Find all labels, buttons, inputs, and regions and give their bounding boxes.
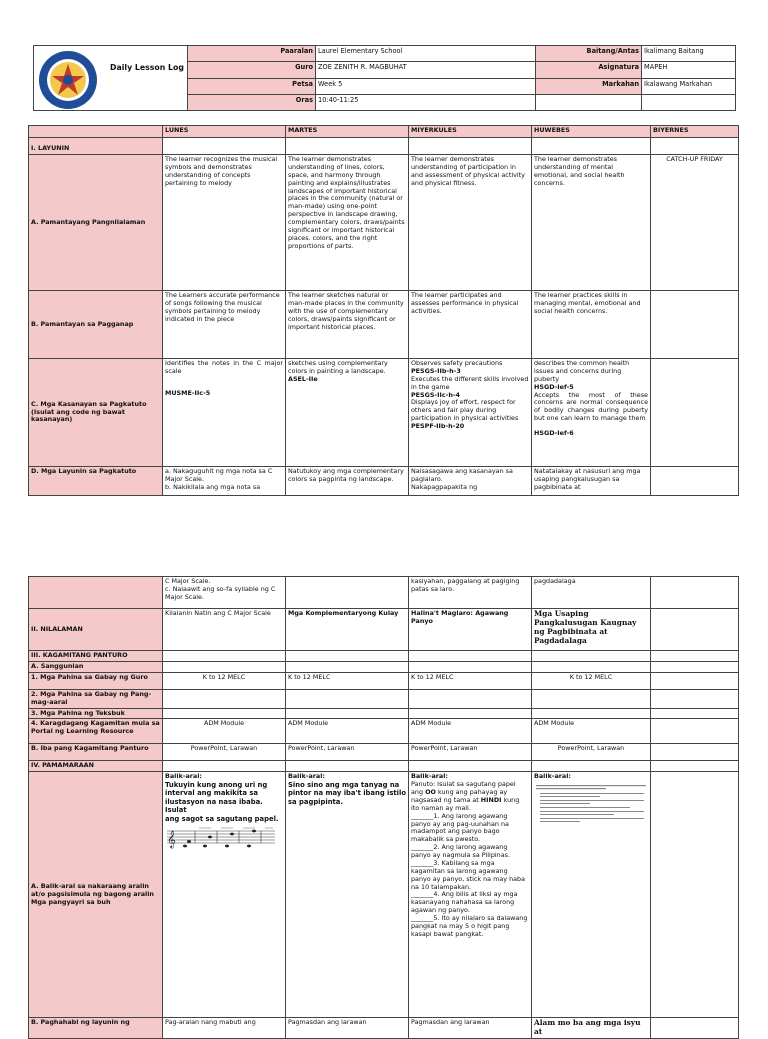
content-cell — [532, 359, 651, 467]
content-cell — [286, 359, 409, 467]
section-heading: III. KAGAMITANG PANTURO — [29, 651, 163, 662]
empty-cell — [651, 708, 739, 719]
content-cell: kasiyahan, paggalang at pagiging patas sa laro. — [409, 577, 532, 609]
content-cell: ADM Module — [163, 719, 286, 744]
balik-aral-heading: Balik-aral: — [411, 772, 448, 781]
empty-cell — [409, 138, 532, 155]
content-cell: K to 12 MELC — [409, 672, 532, 689]
content-cell: K to 12 MELC — [532, 672, 651, 689]
row-label: D. Mga Layunin sa Pagkatuto — [29, 467, 163, 496]
content-cell: PowerPoint, Larawan — [532, 744, 651, 761]
content-cell: Mga Usaping Pangkalusugan Kaugnay ng Pagbibinata at Pagdadalaga — [532, 609, 651, 651]
row-label: B. Paghahabi ng layunin ng — [29, 1018, 163, 1039]
music-staff-image — [165, 825, 283, 854]
row-label: A. Sanggunian — [29, 661, 163, 672]
content-cell: a. Nakaguguhit ng mga nota sa C Major Scale. b. Nakikilala ang mga nota sa — [163, 467, 286, 496]
empty-cell — [409, 708, 532, 719]
content-cell: Mga Komplementaryong Kulay — [286, 609, 409, 651]
instruction-part: kung ang pahayag ay nagsasad ng tama at — [411, 788, 508, 804]
row-label: C. Mga Kasanayan sa Pagkatuto (Isulat ang code ng bawat kasanayan) — [29, 359, 163, 467]
instruction-text: Sino sino ang mga tanyag na pintor na may iba't ibang istilo sa pagpipinta. — [288, 781, 407, 806]
skill-code: PESGS-IIb-h-3 — [411, 366, 461, 375]
content-cell: The learner participates and assesses performance in physical activities. — [409, 291, 532, 359]
skill-text: Executes the different skills involved in the game — [411, 374, 529, 391]
row-label: B. Pamantayan sa Pagganap — [29, 291, 163, 359]
content-cell — [532, 772, 651, 1018]
content-cell — [651, 672, 739, 689]
field-label: Asignatura — [536, 62, 642, 78]
content-cell: The Learners accurate performance of songs following the musical symbols pertaining to melody indicated in the piece — [163, 291, 286, 359]
content-cell: Halina't Maglaro: Agawang Panyo — [409, 609, 532, 651]
content-cell — [409, 772, 532, 1018]
empty-cell — [163, 651, 286, 662]
skill-code: MUSME-IIc-5 — [165, 388, 211, 397]
seal-cell — [34, 46, 188, 111]
content-cell — [651, 359, 739, 467]
row-label: A. Pamantayang Pangnilalaman — [29, 155, 163, 291]
content-cell: The learner demonstrates understanding of lines, colors, space, and harmony through painting and explains/illustrates landscapes of important historical places in the community (natural or man-made) using one-point perspective in landscape drawing, complementary colors, draws/paints significant or important historical places. colors, and the right proportions of parts. — [286, 155, 409, 291]
answer-keyword: OO — [425, 788, 436, 796]
field-label: Markahan — [536, 78, 642, 94]
empty-cell — [651, 689, 739, 708]
field-value: MAPEH — [642, 62, 736, 78]
balik-aral-heading: Balik-aral: — [165, 772, 202, 781]
skill-text: Accepts the most of these concerns are normal consequence of bodily changes during puberty but one can learn to manage them — [534, 390, 648, 423]
empty-cell — [651, 138, 739, 155]
empty-cell — [409, 689, 532, 708]
day-header: LUNES — [163, 126, 286, 138]
empty-cell — [532, 708, 651, 719]
content-cell: ADM Module — [286, 719, 409, 744]
empty-cell — [532, 138, 651, 155]
row-label: 2. Mga Pahina sa Gabay ng Pang-mag-aaral — [29, 689, 163, 708]
content-cell: The learner sketches natural or man-made places in the community with the use of complementary colors, draws/paints significant or important historical places. — [286, 291, 409, 359]
content-cell — [163, 359, 286, 467]
empty-cell — [409, 651, 532, 662]
skill-text: sketches using complementary colors in painting a landscape. — [288, 359, 388, 375]
corner-cell — [29, 126, 163, 138]
content-cell — [286, 577, 409, 609]
content-cell: pagdadalaga — [532, 577, 651, 609]
field-label: Oras — [188, 94, 316, 110]
empty-cell — [286, 138, 409, 155]
empty-cell — [532, 651, 651, 662]
empty-cell — [532, 661, 651, 672]
content-cell — [651, 1018, 739, 1039]
worksheet-thumbnail — [534, 783, 648, 830]
field-value: Week 5 — [316, 78, 536, 94]
row-label: A. Balik-aral sa nakaraang aralin at/o pagsisimula ng bagong aralin Mga pangyayri sa buh — [29, 772, 163, 1018]
day-header: MIYERKULES — [409, 126, 532, 138]
lesson-table-page1 — [28, 125, 739, 496]
content-cell — [651, 467, 739, 496]
answer-keyword: HINDI — [480, 795, 502, 804]
empty-cell — [651, 661, 739, 672]
empty-cell — [286, 761, 409, 772]
row-label — [29, 577, 163, 609]
empty-cell — [286, 651, 409, 662]
row-label: B. Iba pang Kagamitang Panturo — [29, 744, 163, 761]
field-label: Guro — [188, 62, 316, 78]
field-label: Paaralan — [188, 46, 316, 62]
content-cell — [651, 719, 739, 744]
lesson-table-page2 — [28, 576, 739, 1039]
empty-cell — [532, 761, 651, 772]
instruction-text — [411, 781, 529, 813]
content-cell — [651, 609, 739, 651]
quiz-items: _______1. Ang larong agawang panyo ay ang pag-uunahan na madampot ang panyo bago makabalik sa pwesto. _______2. Ang larong agawang panyo ay nagmula sa Pilipinas. _______3. Kabilang sa mga kagamitan sa larong agawang panyo ay panyo, stick na may haba na 10 talampakan. _______4. Ang bilis at liksi ay mga kasanayang nahahasa sa larong agawan ng panyo. _______5. Ito ay nilalaro sa dalawang pangkat na may 5 o higit pang kasapi bawat pangkat. — [411, 811, 528, 938]
header-table — [33, 45, 736, 111]
skill-text: describes the common health issues and concerns during puberty — [534, 359, 630, 383]
content-cell: PowerPoint, Larawan — [409, 744, 532, 761]
field-value — [642, 94, 736, 110]
content-cell: Pagmasdan ang larawan — [409, 1018, 532, 1039]
content-cell — [651, 744, 739, 761]
empty-cell — [286, 689, 409, 708]
field-label: Petsa — [188, 78, 316, 94]
skill-code: ASEL-IIe — [288, 374, 318, 383]
balik-aral-heading: Balik-aral: — [534, 772, 571, 781]
empty-cell — [409, 761, 532, 772]
content-cell — [651, 577, 739, 609]
content-cell: ADM Module — [532, 719, 651, 744]
content-cell — [651, 291, 739, 359]
log-title: Daily Lesson Log — [110, 63, 184, 72]
field-value: ZOE ZENITH R. MAGBUHAT — [316, 62, 536, 78]
field-value: Ikalimang Baitang — [642, 46, 736, 62]
empty-cell — [286, 661, 409, 672]
day-header: BIYERNES — [651, 126, 739, 138]
skill-text: Observes safety precautions — [411, 359, 503, 367]
content-cell: C Major Scale. c. Naiaawit ang so-fa syllable ng C Major Scale. — [163, 577, 286, 609]
empty-cell — [651, 761, 739, 772]
skill-code: HSGD-Ief-6 — [534, 429, 574, 437]
content-cell — [286, 772, 409, 1018]
skill-text: Identifies the notes in the C major scale — [165, 359, 283, 375]
empty-cell — [651, 651, 739, 662]
section-heading: IV. PAMAMARAAN — [29, 761, 163, 772]
empty-cell — [163, 661, 286, 672]
content-cell: The learner recognizes the musical symbols and demonstrates understanding of concepts pertaining to melody — [163, 155, 286, 291]
content-cell: Naisasagawa ang kasanayan sa paglalaro. Nakapagpapakita ng — [409, 467, 532, 496]
svg-text:𝄞: 𝄞 — [167, 829, 176, 848]
content-cell — [409, 359, 532, 467]
content-cell: The learner demonstrates understanding of mental emotional, and social health concerns. — [532, 155, 651, 291]
day-header: HUWEBES — [532, 126, 651, 138]
field-value — [536, 94, 642, 110]
row-label: II. NILALAMAN — [29, 609, 163, 651]
content-cell: PowerPoint, Larawan — [163, 744, 286, 761]
catch-up-cell: CATCH-UP FRIDAY — [651, 155, 739, 291]
field-value: 10:40-11:25 — [316, 94, 536, 110]
empty-cell — [286, 708, 409, 719]
row-label: 3. Mga Pahina ng Teksbuk — [29, 708, 163, 719]
content-cell: Pagmasdan ang larawan — [286, 1018, 409, 1039]
day-header: MARTES — [286, 126, 409, 138]
content-cell — [651, 772, 739, 1018]
skill-text: Displays joy of effort, respect for others and fair play during participation in physical activities — [411, 398, 519, 423]
empty-cell — [532, 689, 651, 708]
content-cell: K to 12 MELC — [286, 672, 409, 689]
field-value: Laurel Elementary School — [316, 46, 536, 62]
empty-cell — [163, 761, 286, 772]
empty-cell — [163, 138, 286, 155]
content-cell: ADM Module — [409, 719, 532, 744]
content-cell: Kilalanin Natin ang C Major Scale — [163, 609, 286, 651]
empty-cell — [163, 689, 286, 708]
content-cell: PowerPoint, Larawan — [286, 744, 409, 761]
content-cell: Alam mo ba ang mga isyu at — [532, 1018, 651, 1039]
skill-code: PESGS-IIc-h-4 — [411, 390, 460, 399]
content-cell: Natatalakay at nasusuri ang mga usaping pangkalusugan sa pagbibinata at — [532, 467, 651, 496]
content-cell — [163, 772, 286, 1018]
content-cell: Pag-aralan nang mabuti ang — [163, 1018, 286, 1039]
empty-cell — [409, 661, 532, 672]
instruction-part: Panuto: Isulat sa sagutang papel ang — [411, 780, 516, 796]
instruction-part: kung ito naman ay mali. — [411, 795, 520, 812]
row-label: 1. Mga Pahina sa Gabay ng Guro — [29, 672, 163, 689]
row-label: 4. Karagdagang Kagamitan mula sa Portal ng Learning Resource — [29, 719, 163, 744]
skill-code: PESPF-IIb-h-20 — [411, 422, 465, 430]
section-heading: I. LAYUNIN — [29, 138, 163, 155]
instruction-text: Tukuyin kung anong uri ng interval ang makikita sa ilustasyon na nasa ibaba. Isulat ang sagot sa sagutang papel. — [165, 781, 279, 823]
skill-code: HSGD-Ief-5 — [534, 382, 574, 391]
balik-aral-heading: Balik-aral: — [288, 772, 325, 781]
field-value: Ikalawang Markahan — [642, 78, 736, 94]
field-label: Baitang/Antas — [536, 46, 642, 62]
content-cell: Natutukoy ang mga complementary colors sa pagpinta ng landscape. — [286, 467, 409, 496]
content-cell: The learner practices skills in managing mental, emotional and social health concerns. — [532, 291, 651, 359]
content-cell: The learner demonstrates understanding of participation in and assessment of physical activity and physical fitness. — [409, 155, 532, 291]
content-cell: K to 12 MELC — [163, 672, 286, 689]
empty-cell — [163, 708, 286, 719]
